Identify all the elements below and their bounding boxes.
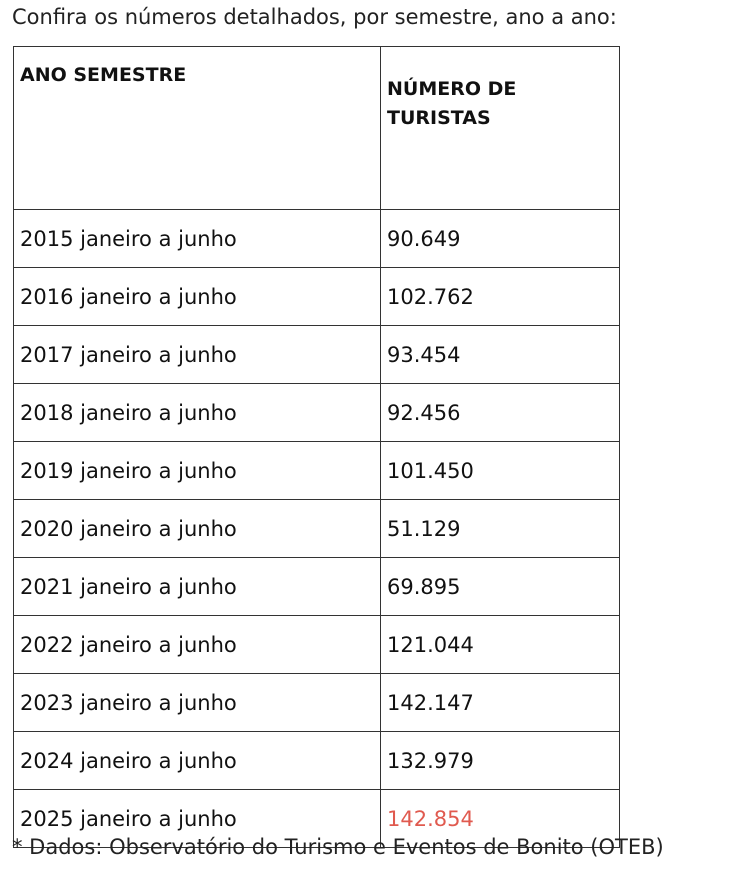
tourists-cell: 121.044 [381, 616, 620, 674]
table-row [14, 558, 620, 616]
tourists-cell: 90.649 [381, 210, 620, 268]
table-row [14, 616, 620, 674]
tourists-table [13, 46, 620, 848]
intro-text: Confira os números detalhados, por semestre, ano a ano: [12, 5, 617, 29]
header-year-semester: ANO SEMESTRE [14, 47, 381, 210]
source-footnote: * Dados: Observatório do Turismo e Eventos de Bonito (OTEB) [12, 835, 664, 859]
period-cell: 2017 janeiro a junho [14, 326, 381, 384]
period-cell: 2020 janeiro a junho [14, 500, 381, 558]
period-cell: 2024 janeiro a junho [14, 732, 381, 790]
tourists-cell: 93.454 [381, 326, 620, 384]
tourists-cell: 51.129 [381, 500, 620, 558]
tourists-cell: 69.895 [381, 558, 620, 616]
period-cell: 2023 janeiro a junho [14, 674, 381, 732]
table-row [14, 268, 620, 326]
tourists-cell-highlighted: 142.854 [381, 790, 620, 848]
table-row [14, 326, 620, 384]
table-row [14, 210, 620, 268]
tourists-cell: 132.979 [381, 732, 620, 790]
tourists-cell: 92.456 [381, 384, 620, 442]
period-cell: 2025 janeiro a junho [14, 790, 381, 848]
period-cell: 2021 janeiro a junho [14, 558, 381, 616]
tourists-cell: 142.147 [381, 674, 620, 732]
table-row [14, 674, 620, 732]
table-row [14, 442, 620, 500]
tourists-cell: 102.762 [381, 268, 620, 326]
period-cell: 2018 janeiro a junho [14, 384, 381, 442]
table-row [14, 732, 620, 790]
table-header-row [14, 47, 620, 210]
period-cell: 2022 janeiro a junho [14, 616, 381, 674]
tourists-cell: 101.450 [381, 442, 620, 500]
period-cell: 2015 janeiro a junho [14, 210, 381, 268]
table-row [14, 384, 620, 442]
header-tourist-count: NÚMERO DE TURISTAS [381, 47, 620, 210]
period-cell: 2019 janeiro a junho [14, 442, 381, 500]
table-row [14, 500, 620, 558]
period-cell: 2016 janeiro a junho [14, 268, 381, 326]
